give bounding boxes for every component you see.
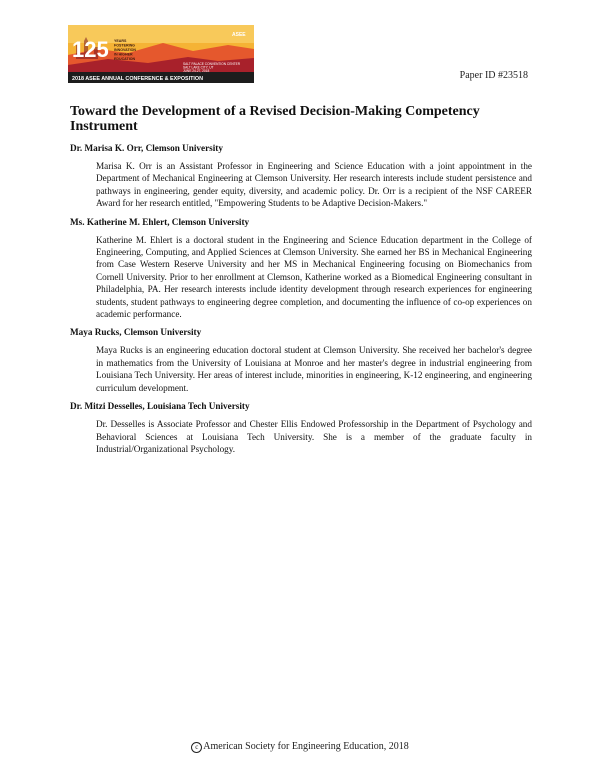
author-name: Dr. Marisa K. Orr, Clemson University: [70, 143, 223, 153]
logo-years-line: YEARS: [114, 39, 127, 43]
copyright-text: American Society for Engineering Education, 2018: [203, 741, 409, 752]
logo-conference: 2018 ASEE ANNUAL CONFERENCE & EXPOSITION: [72, 76, 203, 82]
author-list: [70, 143, 532, 462]
author-name: Maya Rucks, Clemson University: [70, 327, 202, 338]
logo-years-line: FOSTERING: [114, 43, 135, 48]
logo-location-line: SALT LAKE CITY, UT: [183, 65, 214, 70]
logo-location-line: SALT PALACE CONVENTION CENTER: [183, 62, 241, 66]
author-entry: [70, 401, 532, 455]
conference-logo: [68, 25, 254, 83]
author-bio: Marisa K. Orr is an Assistant Professor in Engineering and Science Education with a joint appointment in the Department of Mechanical Engineering at Clemson University. Her research interests include student persistence and pathways in engineering, gender equity, diversity, and academic policy. Dr. Orr is a recipient of the NSF CAREER Award for her research entitled, "Empowering Students to be Adaptive Decision-Makers.": [96, 161, 532, 209]
author-bio: Maya Rucks is an engineering education doctoral student at Clemson University. She received her bachelor's degree in mathematics from the University of Louisiana at Monroe and her master's degree in industrial engineering from Louisiana Tech University. Her areas of interest include, minorities in engineering, K-12 engineering, and engineering curriculum development.: [96, 345, 532, 393]
copyright-footer: [0, 741, 600, 753]
logo-number: 125: [72, 37, 109, 62]
author-name: Dr. Mitzi Desselles, Louisiana Tech University: [70, 401, 250, 412]
copyright-icon: c: [191, 742, 202, 753]
logo-location-line: JUNE 24-27, 2018: [183, 69, 210, 73]
author-entry: [70, 217, 532, 321]
author-entry: [70, 327, 532, 394]
logo-org: ASEE: [232, 32, 246, 38]
logo-years-line: INNOVATION: [114, 48, 137, 52]
logo-years-line: IN HIGHER: [114, 52, 133, 57]
author-bio: Dr. Desselles is Associate Professor and Chester Ellis Endowed Professorship in the Department of Psychology and Behavioral Sciences at Louisiana Tech University. She is a member of the graduate faculty in Industrial/Organizational Psychology.: [96, 419, 532, 454]
paper-id: Paper ID #23518: [459, 70, 528, 81]
author-name: Ms. Katherine M. Ehlert, Clemson University: [70, 216, 250, 227]
author-entry: [70, 143, 532, 210]
logo-years-line: EDUCATION: [114, 57, 136, 61]
paper-title: Toward the Development of a Revised Decision-Making Competency Instrument: [70, 104, 480, 134]
author-bio: Katherine M. Ehlert is a doctoral student in the Engineering and Science Education department in the College of Engineering, Computing, and Applied Sciences at Clemson University. She earned her BS in Mechanical Engineering from Case Western Reserve University and her MS in Mechanical Engineering focusing on Biomechanics from Cornell University. Prior to her enrollment at Clemson, Katherine worked as a Biomedical Engineering consultant in Philadelphia, PA. Her research interests include identity development through research experiences for engineering students, student pathways to engineering degree completion, and documenting the influence of co-op experiences on academic performance.: [96, 234, 532, 320]
